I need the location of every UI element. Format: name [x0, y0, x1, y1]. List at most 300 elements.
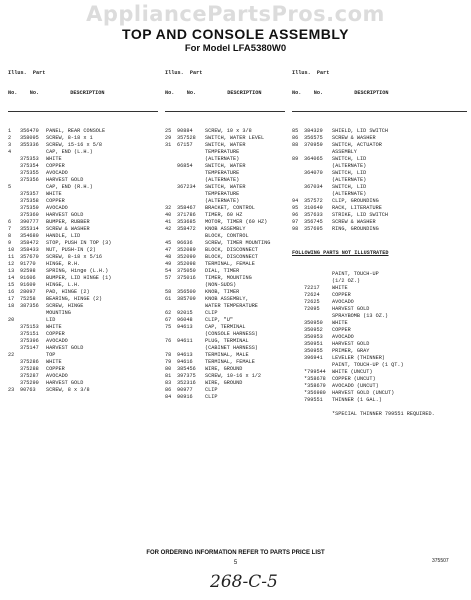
part-description: SCREW, 8 x 3/8 [46, 387, 90, 393]
part-number: 357528 [177, 135, 196, 141]
part-description: SCREW, HINGE [46, 303, 84, 309]
part-number: 356500 [177, 289, 196, 295]
part-number: 352089 [177, 247, 196, 253]
parts-row [165, 184, 285, 191]
part-number: 375286 [20, 359, 39, 365]
parts-row [8, 128, 158, 135]
illus-number: 20 [8, 317, 15, 323]
parts-row [292, 205, 467, 212]
parts-column-3 [292, 56, 467, 425]
parts-row [292, 411, 467, 418]
illus-number: 67 [165, 317, 172, 323]
part-number: 355336 [20, 142, 39, 148]
column-header-line1: Illus. Part [292, 70, 330, 76]
part-number: 375358 [20, 198, 39, 204]
parts-row [165, 261, 285, 268]
part-description: TERMINAL, MALE [205, 352, 249, 358]
illus-number: 78 [165, 352, 172, 358]
part-number: 355314 [20, 226, 39, 232]
part-description: AVOCADO [46, 170, 68, 176]
part-number: 354680 [20, 233, 39, 239]
parts-row [8, 366, 158, 373]
part-description: HINGE, R.H. [46, 261, 81, 267]
part-number: 350955 [304, 348, 323, 354]
part-description: SWITCH, LID [332, 156, 367, 162]
illus-number: 95 [292, 205, 299, 211]
illus-number: 96 [292, 212, 299, 218]
parts-row [165, 128, 285, 135]
parts-row [165, 240, 285, 247]
part-number: 94611 [177, 338, 193, 344]
part-number: 357695 [304, 226, 323, 232]
part-description: SCREW, 15-16 x 5/8 [46, 142, 103, 148]
illus-number: 83 [165, 380, 172, 386]
part-description: WHITE [46, 324, 62, 330]
part-number: 350953 [304, 334, 323, 340]
parts-row [292, 191, 467, 198]
part-description: PAINT, TOUCH-UP (1 QT.) [332, 362, 404, 368]
illus-number: 42 [165, 226, 172, 232]
parts-row [165, 163, 285, 170]
part-number: 310649 [304, 205, 323, 211]
part-description: (ALTERNATE) [332, 177, 367, 183]
illus-number: 62 [165, 310, 172, 316]
parts-row [165, 198, 285, 205]
document-number: 375507 [432, 558, 449, 564]
illus-number: 54 [165, 268, 172, 274]
part-description: HARVEST GOLD [46, 345, 84, 351]
part-description: (NON-SUDS) [205, 282, 237, 288]
illus-number: 57 [165, 275, 172, 281]
part-number: 375147 [20, 345, 39, 351]
part-description: WHITE [332, 320, 348, 326]
part-number: 96636 [177, 240, 193, 246]
part-description: TERMINAL, FEMALE [205, 261, 255, 267]
part-description: AVOCADO [332, 299, 354, 305]
part-description: CLIP [205, 387, 218, 393]
parts-row [292, 177, 467, 184]
parts-row [8, 212, 158, 219]
parts-row [8, 359, 158, 366]
parts-row [8, 331, 158, 338]
part-description: WHITE [46, 191, 62, 197]
part-description: BLOCK, CONTROL [205, 233, 249, 239]
illus-number: 14 [8, 275, 15, 281]
part-description: HINGE, L.H. [46, 282, 81, 288]
part-description: CLIP, "U" [205, 317, 234, 323]
part-number: 367034 [304, 184, 323, 190]
illus-number: 49 [165, 261, 172, 267]
parts-row [165, 191, 285, 198]
parts-row [8, 303, 158, 310]
illus-number: 22 [8, 352, 15, 358]
part-description: HARVEST GOLD [46, 177, 84, 183]
parts-row [165, 219, 285, 226]
parts-row [165, 352, 285, 359]
parts-row [165, 149, 285, 156]
part-number: 353685 [177, 219, 196, 225]
part-description: WHITE [46, 156, 62, 162]
part-number: 397375 [177, 373, 196, 379]
part-description: BRACKET, CONTROL [205, 205, 255, 211]
part-description: TIMER, MOUNTING [205, 275, 252, 281]
part-number: 375360 [20, 212, 39, 218]
part-number: 91606 [20, 275, 36, 281]
part-number: 390777 [20, 219, 39, 225]
part-description: MOUNTING [46, 310, 71, 316]
part-description: SCREW, 8-18 x 1 [46, 135, 93, 141]
part-description: (1/2 OZ.) [332, 278, 361, 284]
illus-number: 23 [8, 387, 15, 393]
part-number: 356575 [304, 135, 323, 141]
part-number: 90884 [177, 128, 193, 134]
part-description: HARVEST GOLD [46, 380, 84, 386]
illus-number: 45 [165, 240, 172, 246]
part-description: COPPER [46, 366, 65, 372]
part-description: KNOB ASSEMBLY [205, 226, 246, 232]
illus-number: 11 [8, 254, 15, 260]
part-description: DIAL, TIMER [205, 268, 240, 274]
part-number: 350950 [304, 320, 323, 326]
part-description: KNOB, TIMER [205, 289, 240, 295]
part-number: 375355 [20, 170, 39, 176]
parts-row [8, 345, 158, 352]
part-description: SCREW, TIMER MOUNTING [205, 240, 271, 246]
part-description: (ALTERNATE) [332, 163, 367, 169]
parts-row [292, 341, 467, 348]
illus-number: 89 [292, 156, 299, 162]
part-number: 375151 [20, 331, 39, 337]
parts-row [8, 338, 158, 345]
part-description: PANEL, REAR CONSOLE [46, 128, 106, 134]
illus-number: 75 [165, 324, 172, 330]
part-number: 358433 [20, 247, 39, 253]
part-description: BLOCK, DISCONNECT [205, 254, 258, 260]
parts-row [292, 219, 467, 226]
illus-number: 47 [165, 247, 172, 253]
part-number: 384329 [304, 128, 323, 134]
parts-row [292, 404, 467, 411]
part-description: BLOCK, DISCONNECT [205, 247, 258, 253]
parts-row [8, 254, 158, 261]
part-number: 358467 [177, 205, 196, 211]
parts-row [165, 310, 285, 317]
part-number: 67157 [177, 142, 193, 148]
parts-row [165, 212, 285, 219]
parts-row [8, 352, 158, 359]
illus-number: 97 [292, 219, 299, 225]
part-number: 358095 [20, 135, 39, 141]
illus-number: 10 [8, 247, 15, 253]
part-description: LID [46, 317, 56, 323]
parts-row [292, 383, 467, 390]
part-description: STRIKE, LID SWITCH [332, 212, 389, 218]
part-number: 357572 [304, 198, 323, 204]
illus-number: 80 [165, 366, 172, 372]
part-description: AVOCADO [332, 334, 354, 340]
parts-row [165, 226, 285, 233]
parts-row [8, 268, 158, 275]
parts-row [165, 268, 285, 275]
part-description: SPRING, Hinge (L.H.) [46, 268, 109, 274]
parts-row [292, 355, 467, 362]
part-description: WIRE, GROUND [205, 380, 243, 386]
part-number: 375016 [177, 275, 196, 281]
parts-row [165, 170, 285, 177]
illus-number: 98 [292, 226, 299, 232]
part-description: COPPER (UNCUT) [332, 376, 376, 382]
part-description: (CABINET HARNESS) [205, 345, 258, 351]
parts-row [165, 275, 285, 282]
part-number: 96048 [177, 317, 193, 323]
illus-number: 25 [165, 128, 172, 134]
part-number: 91609 [20, 282, 36, 288]
part-description: AVOCADO [46, 338, 68, 344]
parts-row [8, 275, 158, 282]
illus-number: 58 [165, 289, 172, 295]
part-number: 75258 [20, 296, 36, 302]
part-description: *SPECIAL THINNER 799551 REQUIRED. [332, 411, 435, 417]
part-description: BUMPER, LID HINGE (1) [46, 275, 112, 281]
part-description: TEMPERATURE [205, 191, 240, 197]
part-description: SPRAYBOMB (13 OZ.) [332, 313, 389, 319]
part-number: 96854 [177, 163, 193, 169]
part-number: 375354 [20, 163, 39, 169]
illus-number: 94 [292, 198, 299, 204]
part-number: 356745 [304, 219, 323, 225]
parts-row [8, 233, 158, 240]
parts-row [8, 226, 158, 233]
part-description: LEVELER (THINNER) [332, 355, 385, 361]
parts-row [292, 212, 467, 219]
parts-list [165, 128, 285, 401]
parts-row [8, 282, 158, 289]
parts-row [8, 170, 158, 177]
parts-row [8, 296, 158, 303]
parts-row [292, 285, 467, 292]
part-number: 94613 [177, 352, 193, 358]
parts-row [165, 254, 285, 261]
parts-row [8, 219, 158, 226]
parts-row [165, 359, 285, 366]
part-number: 91770 [20, 261, 36, 267]
part-number: 350952 [304, 327, 323, 333]
illus-number: 86 [165, 387, 172, 393]
part-number: 370959 [304, 142, 323, 148]
part-number: 90977 [177, 387, 193, 393]
part-description: CLIP [205, 310, 218, 316]
part-description: CLIP [205, 394, 218, 400]
part-description: WATER TEMPERATURE [205, 303, 258, 309]
part-number: 352098 [177, 261, 196, 267]
part-number: 364070 [304, 170, 323, 176]
parts-row [292, 376, 467, 383]
illus-number: 29 [165, 135, 172, 141]
part-description: KNOB ASSEMBLY, [205, 296, 249, 302]
parts-row [292, 369, 467, 376]
part-number: 375396 [20, 338, 39, 344]
page-subtitle: For Model LFA5380W0 [184, 43, 287, 54]
part-description: SCREW, 10-16 x 1/2 [205, 373, 262, 379]
part-description: PAD, HINGE (2) [46, 289, 90, 295]
parts-row [8, 387, 158, 394]
part-description: BUMPER, RUBBER [46, 219, 90, 225]
parts-row [292, 327, 467, 334]
part-number: 799551 [304, 397, 323, 403]
part-number: 72624 [304, 292, 320, 298]
parts-row [8, 289, 158, 296]
parts-row [292, 278, 467, 285]
part-number: 90916 [177, 394, 193, 400]
part-description: AVOCADO [46, 373, 68, 379]
parts-row [165, 205, 285, 212]
part-number: 375356 [20, 177, 39, 183]
illus-number: 32 [165, 205, 172, 211]
part-description: COPPER [332, 292, 351, 298]
parts-row [8, 380, 158, 387]
part-number: *358679 [304, 383, 326, 389]
parts-row [292, 170, 467, 177]
column-header-line2: No. No. DESCRIPTION [165, 90, 262, 96]
part-description: NUT, PUSH-IN (2) [46, 247, 96, 253]
parts-row [8, 317, 158, 324]
part-number: 357633 [304, 212, 323, 218]
parts-row [8, 198, 158, 205]
part-description: WIRE, GROUND [205, 366, 243, 372]
parts-row [292, 348, 467, 355]
part-number: 375353 [20, 156, 39, 162]
parts-row [165, 142, 285, 149]
parts-row [292, 184, 467, 191]
parts-row [292, 397, 467, 404]
part-description: HARVEST GOLD (UNCUT) [332, 390, 395, 396]
part-description: HARVEST GOLD [46, 212, 84, 218]
part-number: 385709 [177, 296, 196, 302]
ordering-footer: FOR ORDERING INFORMATION REFER TO PARTS PRICE LIST [146, 550, 325, 556]
parts-row [292, 306, 467, 313]
part-description: SCREW, 8-18 x 5/16 [46, 254, 103, 260]
illus-number: 12 [8, 261, 15, 267]
part-number: *356980 [304, 390, 326, 396]
illus-number: 81 [165, 373, 172, 379]
illus-number: 84 [165, 394, 172, 400]
parts-row [8, 373, 158, 380]
header-rule [292, 111, 467, 112]
part-description: SWITCH, LID [332, 170, 367, 176]
part-number: 356470 [20, 128, 39, 134]
header-rule [165, 111, 285, 112]
part-description: CAP, END (L.H.) [46, 149, 93, 155]
parts-row [8, 261, 158, 268]
part-description: PRIMER, GRAY [332, 348, 370, 354]
parts-row [292, 390, 467, 397]
part-number: 375357 [20, 191, 39, 197]
illus-number: 1 [8, 128, 12, 134]
parts-row [165, 345, 285, 352]
parts-row [292, 299, 467, 306]
parts-row [8, 177, 158, 184]
parts-row [165, 177, 285, 184]
parts-row [8, 240, 158, 247]
part-description: BEARING, HINGE (2) [46, 296, 103, 302]
parts-row [292, 292, 467, 299]
illus-number: 7 [8, 226, 12, 232]
parts-row [292, 334, 467, 341]
part-description: SWITCH, ACTUATOR [332, 142, 382, 148]
part-number: *799544 [304, 369, 326, 375]
part-description: WHITE (UNCUT) [332, 369, 373, 375]
parts-row [165, 233, 285, 240]
part-number: 358472 [20, 240, 39, 246]
parts-list [8, 128, 158, 394]
part-description: SHIELD, LID SWITCH [332, 128, 389, 134]
part-number: 364065 [304, 156, 323, 162]
part-description: SCREW & WASHER [332, 135, 376, 141]
part-description: STOP, PUSH IN TOP (3) [46, 240, 112, 246]
parts-row [292, 320, 467, 327]
part-description: SWITCH, LID [332, 184, 367, 190]
parts-row [8, 191, 158, 198]
part-description: COPPER [46, 163, 65, 169]
part-description: SWITCH, WATER [205, 142, 246, 148]
parts-list [292, 128, 467, 233]
illus-number: 4 [8, 149, 12, 155]
part-description: TOP [46, 352, 56, 358]
part-description: HARVEST GOLD [332, 341, 370, 347]
part-number: 92598 [20, 268, 36, 274]
page-number: 5 [233, 560, 238, 566]
parts-row [165, 303, 285, 310]
part-description: WHITE [46, 359, 62, 365]
part-description: SCREW & WASHER [46, 226, 90, 232]
part-description: PLUG, TERMINAL [205, 338, 249, 344]
part-number: 375288 [20, 366, 39, 372]
parts-row [165, 366, 285, 373]
parts-row [292, 198, 467, 205]
parts-row [292, 163, 467, 170]
parts-row [165, 387, 285, 394]
part-description: HARVEST GOLD [332, 306, 370, 312]
illus-number: 76 [165, 338, 172, 344]
illus-number: 3 [8, 142, 12, 148]
parts-row [292, 362, 467, 369]
part-description: SCREW, 10 x 3/8 [205, 128, 252, 134]
part-description: SWITCH, WATER LEVEL [205, 135, 265, 141]
parts-row [292, 156, 467, 163]
parts-row [165, 289, 285, 296]
part-description: TIMER, 60 HZ [205, 212, 243, 218]
parts-row [292, 313, 467, 320]
parts-row [165, 373, 285, 380]
parts-row [8, 135, 158, 142]
handwritten-annotation: 268-C-5 [210, 572, 278, 592]
part-description: SCREW & WASHER [332, 219, 376, 225]
illus-number: 31 [165, 142, 172, 148]
part-number: *358678 [304, 376, 326, 382]
illus-number: 48 [165, 254, 172, 260]
part-number: 352090 [177, 254, 196, 260]
illus-number: 16 [8, 289, 15, 295]
part-number: 357670 [20, 254, 39, 260]
illus-number: 2 [8, 135, 12, 141]
not-illustrated-list [292, 271, 467, 418]
part-number: 375050 [177, 268, 196, 274]
part-number: 375153 [20, 324, 39, 330]
parts-row [8, 184, 158, 191]
parts-row [165, 135, 285, 142]
part-description: CAP, TERMINAL [205, 324, 246, 330]
parts-row [8, 247, 158, 254]
